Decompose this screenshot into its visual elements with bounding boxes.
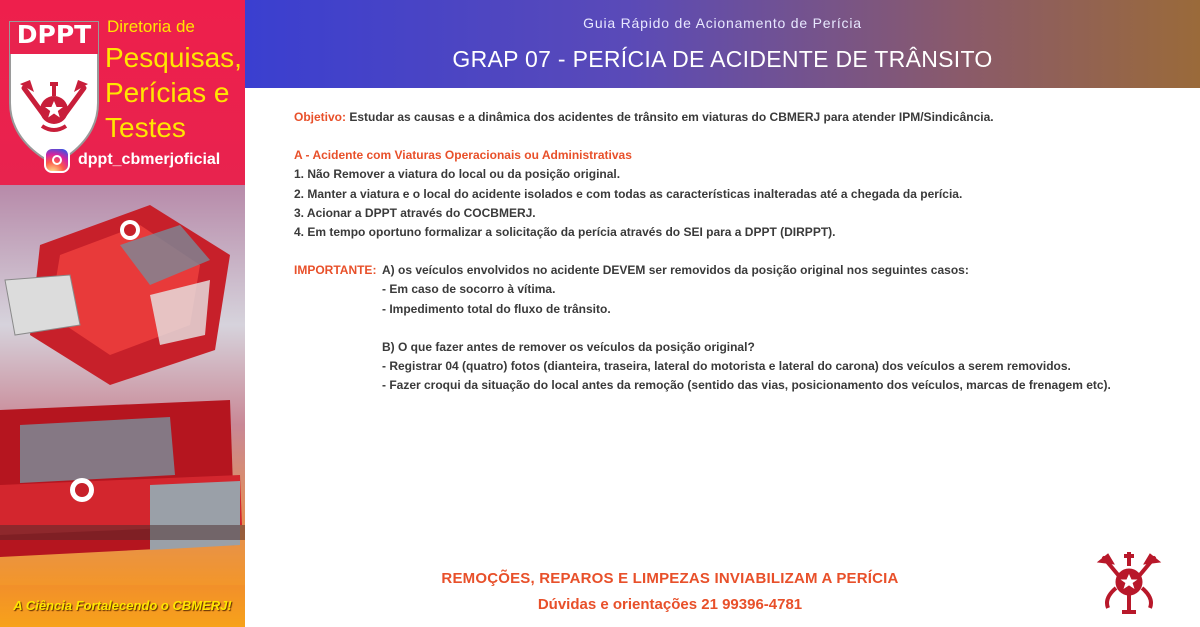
instagram-handle: dppt_cbmerjoficial — [78, 151, 221, 168]
section-a-item: 3. Acionar a DPPT através do COCBMERJ. — [294, 205, 536, 220]
objective-text: Estudar as causas e a dinâmica dos acidentes de trânsito em viaturas do CBMERJ para atender IPM/Sindicância. — [349, 110, 994, 124]
important-label: IMPORTANTE: — [294, 263, 377, 278]
guide-content — [294, 108, 1174, 395]
section-a-item: 2. Manter a viatura e o local do acidente isolados e com todas as características inalteradas até a chegada da perícia. — [294, 186, 963, 201]
objective-label: Objetivo: — [294, 110, 347, 124]
cbmerj-emblem-icon — [1094, 548, 1164, 616]
page-header — [245, 0, 1200, 88]
instagram-icon — [44, 147, 70, 173]
footer-warning: REMOÇÕES, REPAROS E LIMPEZAS INVIABILIZAM A PERÍCIA — [441, 570, 899, 587]
page-title: GRAP 07 - PERÍCIA DE ACIDENTE DE TRÂNSITO — [452, 46, 993, 72]
directorate-label: Diretoria de — [107, 17, 195, 36]
crashed-fire-truck-photo — [0, 185, 245, 585]
important-a-text: A) os veículos envolvidos no acidente DEVEM ser removidos da posição original nos seguintes casos: — [382, 263, 969, 278]
slogan: A Ciência Fortalecendo o CBMERJ! — [13, 598, 232, 613]
directorate-name — [105, 40, 245, 145]
sidebar-banner — [0, 0, 245, 627]
shield-title: DPPT — [16, 20, 92, 49]
important-b-question: B) O que fazer antes de remover os veículos da posição original? — [382, 339, 755, 354]
header-subtitle: Guia Rápido de Acionamento de Perícia — [583, 15, 862, 31]
brand-box — [0, 0, 245, 185]
section-a-item: 4. Em tempo oportuno formalizar a solicitação da perícia através do SEI para a DPPT (DIRPPT). — [294, 225, 836, 240]
footer-contact: Dúvidas e orientações 21 99396-4781 — [537, 596, 803, 613]
important-a-item: - Em caso de socorro à vítima. — [382, 282, 556, 297]
section-a-title: A - Acidente com Viaturas Operacionais ou Administrativas — [294, 148, 632, 163]
directorate-word: Testes — [105, 112, 186, 143]
instagram-link[interactable] — [44, 147, 220, 173]
directorate-word: Perícias e — [105, 77, 230, 108]
section-a-item: 1. Não Remover a viatura do local ou da posição original. — [294, 167, 621, 182]
directorate-word: Pesquisas, — [105, 42, 242, 73]
important-line — [294, 261, 1174, 280]
objective-line — [294, 108, 1174, 127]
important-b-item: - Fazer croqui da situação do local antes da remoção (sentido das vias, posicionamento dos veículos, marcas de frenagem etc). — [382, 378, 1111, 393]
important-b-item: - Registrar 04 (quatro) fotos (dianteira, traseira, lateral do motorista e lateral do carona) dos veículos a serem removidos. — [382, 359, 1071, 374]
important-a-item: - Impedimento total do fluxo de trânsito. — [382, 301, 611, 316]
